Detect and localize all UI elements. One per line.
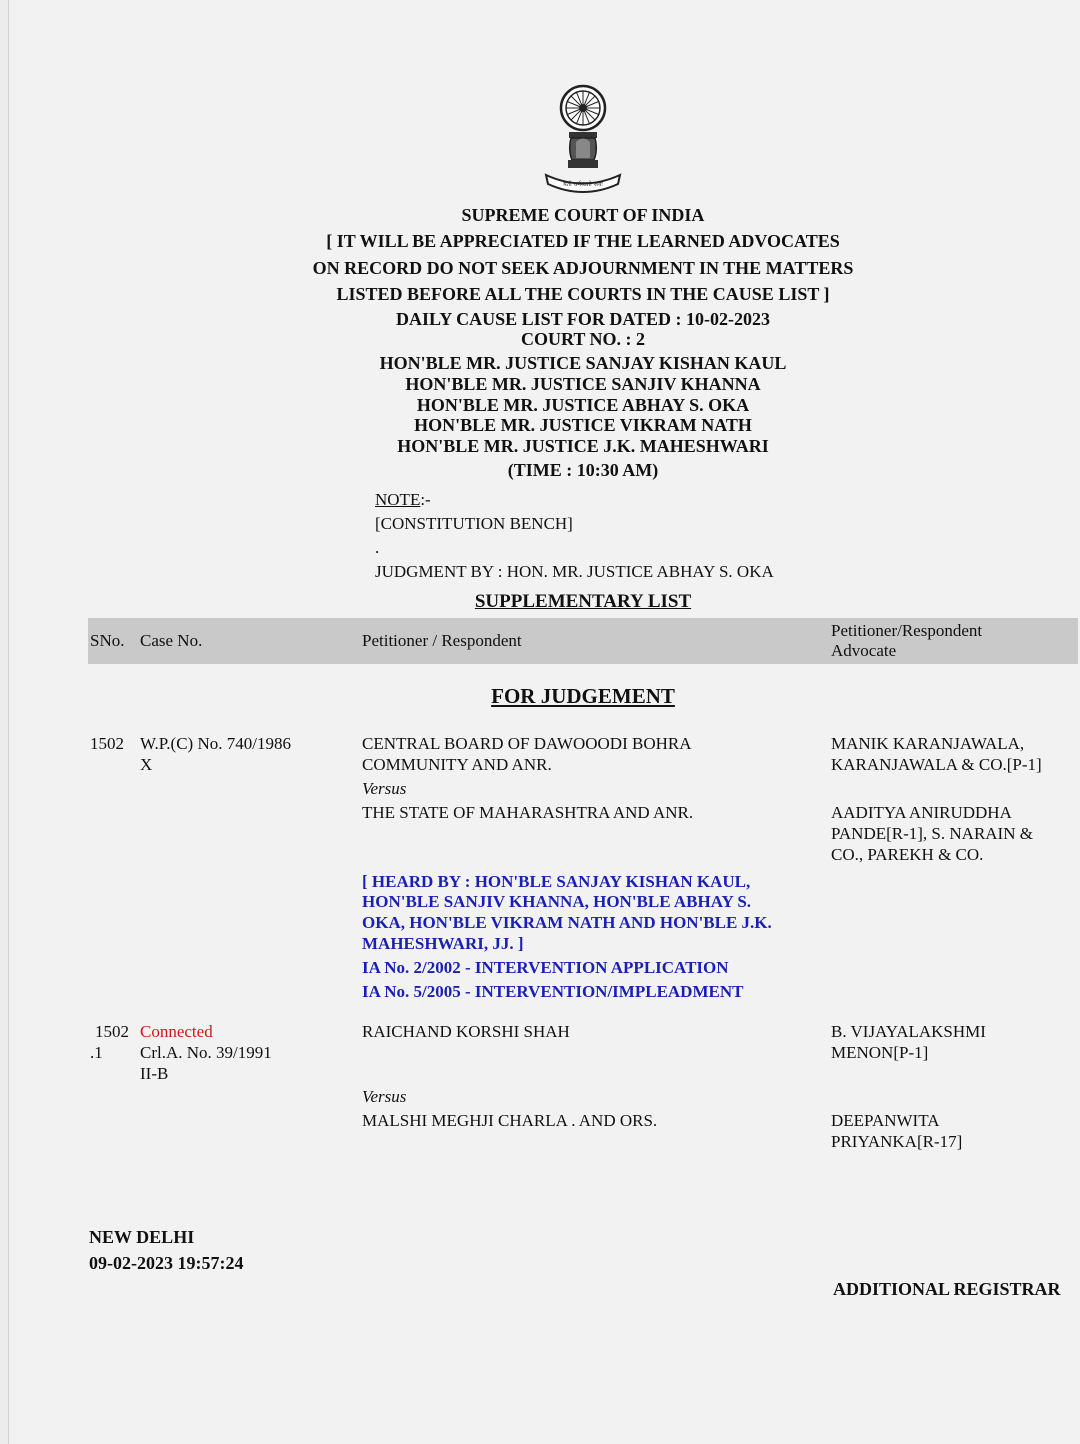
judge-5: HON'BLE MR. JUSTICE J.K. MAHESHWARI bbox=[397, 436, 769, 456]
case-category: II-B bbox=[140, 1064, 169, 1083]
petitioner-line1: CENTRAL BOARD OF DAWOOODI BOHRA bbox=[362, 734, 692, 753]
petitioner-advocate-line1: MANIK KARANJAWALA, bbox=[831, 734, 1025, 753]
heard-by-line2: HON'BLE SANJIV KHANNA, HON'BLE ABHAY S. bbox=[362, 892, 752, 911]
heard-by-line3: OKA, HON'BLE VIKRAM NATH AND HON'BLE J.K. bbox=[362, 913, 772, 932]
case-number[interactable]: W.P.(C) No. 740/1986 bbox=[140, 734, 291, 753]
petitioner-advocate-line1: B. VIJAYALAKSHMI bbox=[831, 1022, 986, 1041]
list-title: SUPPLEMENTARY LIST bbox=[474, 591, 692, 612]
respondent: THE STATE OF MAHARASHTRA AND ANR. bbox=[362, 803, 694, 822]
section-title: FOR JUDGEMENT bbox=[491, 684, 675, 708]
petitioner: RAICHAND KORSHI SHAH bbox=[362, 1022, 570, 1041]
note-judgment-by: JUDGMENT BY : HON. MR. JUSTICE ABHAY S. OKA bbox=[375, 562, 774, 581]
petitioner-line2: COMMUNITY AND ANR. bbox=[362, 755, 552, 774]
note-label-text: NOTE bbox=[375, 490, 421, 509]
respondent-advocate-line1: AADITYA ANIRUDDHA bbox=[831, 803, 1012, 822]
judge-3: HON'BLE MR. JUSTICE ABHAY S. OKA bbox=[416, 395, 750, 415]
petitioner-advocate-line2: KARANJAWALA & CO.[P-1] bbox=[831, 755, 1042, 774]
court-name: SUPREME COURT OF INDIA bbox=[461, 205, 705, 225]
court-number: COURT NO. : 2 bbox=[520, 329, 646, 349]
col-case-no: Case No. bbox=[140, 631, 203, 650]
col-sno: SNo. bbox=[90, 631, 125, 650]
case-sno-sub: .1 bbox=[90, 1043, 103, 1062]
connected-label: Connected bbox=[140, 1022, 213, 1041]
petitioner-advocate-line2: MENON[P-1] bbox=[831, 1043, 929, 1062]
footer-datetime: 09-02-2023 19:57:24 bbox=[89, 1253, 244, 1273]
footer-place: NEW DELHI bbox=[89, 1227, 195, 1247]
note-dot: . bbox=[375, 538, 380, 557]
footer-signatory: ADDITIONAL REGISTRAR bbox=[833, 1279, 1061, 1299]
col-advocate-line1: Petitioner/Respondent bbox=[831, 621, 983, 640]
judge-1: HON'BLE MR. JUSTICE SANJAY KISHAN KAUL bbox=[379, 353, 787, 373]
table-header bbox=[88, 618, 1078, 664]
svg-text:यतो धर्मस्ततो जयः: यतो धर्मस्ततो जयः bbox=[563, 181, 603, 188]
col-advocate-line2: Advocate bbox=[831, 641, 897, 660]
case-number[interactable]: Crl.A. No. 39/1991 bbox=[140, 1043, 272, 1062]
appeal-line-3: LISTED BEFORE ALL THE COURTS IN THE CAUSE LIST ] bbox=[336, 284, 830, 304]
supreme-court-emblem bbox=[538, 80, 628, 205]
versus-label: Versus bbox=[362, 1087, 407, 1106]
ia-application-1: IA No. 2/2002 - INTERVENTION APPLICATION bbox=[362, 958, 729, 977]
appeal-line-2: ON RECORD DO NOT SEEK ADJOURNMENT IN THE MATTERS bbox=[312, 258, 854, 278]
respondent-advocate-line3: CO., PAREKH & CO. bbox=[831, 845, 984, 864]
judge-4: HON'BLE MR. JUSTICE VIKRAM NATH bbox=[414, 415, 752, 435]
cause-list-date: DAILY CAUSE LIST FOR DATED : 10-02-2023 bbox=[395, 309, 771, 329]
note-label bbox=[375, 490, 431, 510]
note-label-suffix: :- bbox=[420, 490, 431, 509]
judge-2: HON'BLE MR. JUSTICE SANJIV KHANNA bbox=[405, 374, 761, 394]
appeal-line-1: [ IT WILL BE APPRECIATED IF THE LEARNED ADVOCATES bbox=[326, 231, 840, 251]
hearing-time: (TIME : 10:30 AM) bbox=[507, 460, 659, 480]
heard-by-line1: [ HEARD BY : HON'BLE SANJAY KISHAN KAUL, bbox=[362, 872, 751, 891]
respondent-advocate-line2: PRIYANKA[R-17] bbox=[831, 1132, 963, 1151]
case-sno: 1502 bbox=[90, 734, 124, 753]
note-bench: [CONSTITUTION BENCH] bbox=[375, 514, 573, 533]
heard-by-line4: MAHESHWARI, JJ. ] bbox=[362, 934, 524, 953]
respondent-advocate-line2: PANDE[R-1], S. NARAIN & bbox=[831, 824, 1033, 843]
respondent-advocate-line1: DEEPANWITA bbox=[831, 1111, 940, 1130]
respondent: MALSHI MEGHJI CHARLA . AND ORS. bbox=[362, 1111, 658, 1130]
ia-application-2: IA No. 5/2005 - INTERVENTION/IMPLEADMENT bbox=[362, 982, 744, 1001]
case-category: X bbox=[140, 755, 153, 774]
col-parties: Petitioner / Respondent bbox=[362, 631, 522, 650]
versus-label: Versus bbox=[362, 779, 407, 798]
case-sno-main: 1502 bbox=[95, 1022, 129, 1041]
